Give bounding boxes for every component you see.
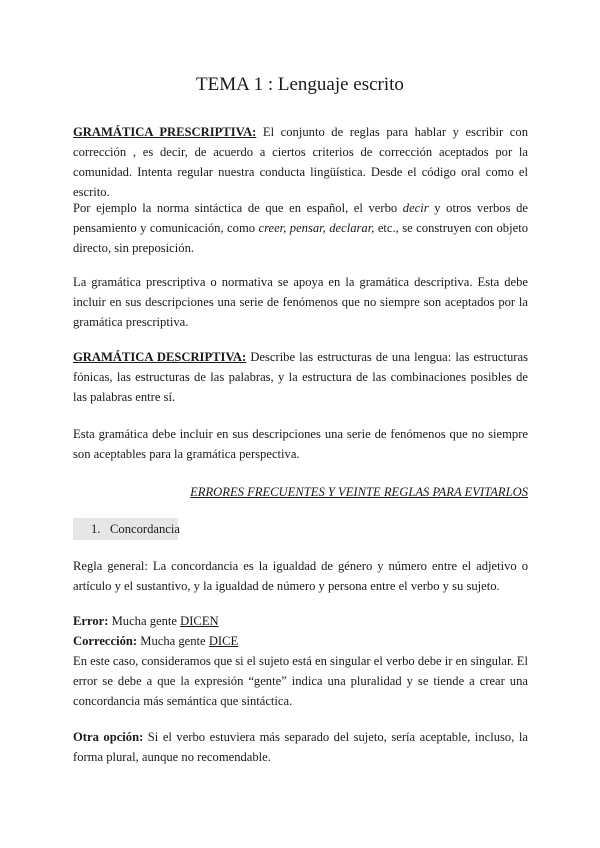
error-word: DICEN (180, 614, 219, 628)
descriptiva-heading: GRAMÁTICA DESCRIPTIVA: (73, 350, 247, 364)
regla-paragraph: Regla general: La concordancia es la igualdad de género y número entre el adjetivo o artículo y el sustantivo, y la igualdad de número y persona entre el verbo y su sujeto. (73, 559, 528, 593)
explanation-text: En este caso, consideramos que si el sujeto está en singular el verbo debe ir en singular. El error se debe a que la expresión “gente” indica una pluralidad y se tiende a crear una concordancia más semántica que sintáctica. (73, 654, 528, 708)
example-text-1: Por ejemplo la norma sintáctica de que en español, el verbo (73, 201, 403, 215)
error-text: Mucha gente (108, 614, 181, 628)
example-verb-decir: decir (402, 201, 429, 215)
list-label: Concordancia (110, 522, 180, 536)
otra-opcion-paragraph (73, 727, 528, 767)
apoyo-paragraph: La gramática prescriptiva o normativa se apoya en la gramática descriptiva. Esta debe incluir en sus descripciones una serie de fenómenos que no siempre son aceptados por la gramática prescriptiva. (73, 275, 528, 329)
page-title: TEMA 1 : Lenguaje escrito (196, 74, 404, 95)
otra-opcion-label: Otra opción: (73, 730, 144, 744)
error-line (73, 611, 528, 631)
perspectiva-paragraph: Esta gramática debe incluir en sus descripciones una serie de fenómenos que no siempre son aceptables para la gramática perspectiva. (73, 427, 528, 461)
example-verbs: creer, pensar, declarar, (258, 221, 375, 235)
descriptiva-paragraph (73, 347, 528, 407)
prescriptiva-heading: GRAMÁTICA PRESCRIPTIVA: (73, 125, 257, 139)
correction-line (73, 631, 528, 651)
correction-text: Mucha gente (137, 634, 209, 648)
example-text-3: etc., se construyen con objeto directo, sin preposición. (73, 221, 528, 255)
errores-section-title: ERRORES FRECUENTES Y VEINTE REGLAS PARA EVITARLOS (190, 485, 528, 499)
correction-label: Corrección: (73, 634, 138, 648)
error-correction-block (73, 611, 528, 711)
example-text-2: y otros verbos de pensamiento y comunicación, como (73, 201, 528, 235)
list-item-concordancia (73, 518, 178, 540)
prescriptiva-text: El conjunto de reglas para hablar y escribir con corrección , es decir, de acuerdo a ciertos criterios de corrección aceptados por la comunidad. Intenta regular nuestra conducta lingüística. Desde el código oral como el escrito. (73, 125, 528, 199)
otra-opcion-text: Si el verbo estuviera más separado del sujeto, sería aceptable, incluso, la forma plural, aunque no recomendable. (73, 730, 528, 764)
list-number: 1. (91, 522, 101, 536)
correction-word: DICE (208, 634, 239, 648)
descriptiva-text: Describe las estructuras de una lengua: las estructuras fónicas, las estructuras de las palabras, y la estructura de las combinaciones posibles de las palabras entre sí. (73, 350, 528, 404)
error-label: Error: (73, 614, 109, 628)
prescriptiva-paragraph (73, 122, 528, 202)
example-paragraph (73, 198, 528, 258)
